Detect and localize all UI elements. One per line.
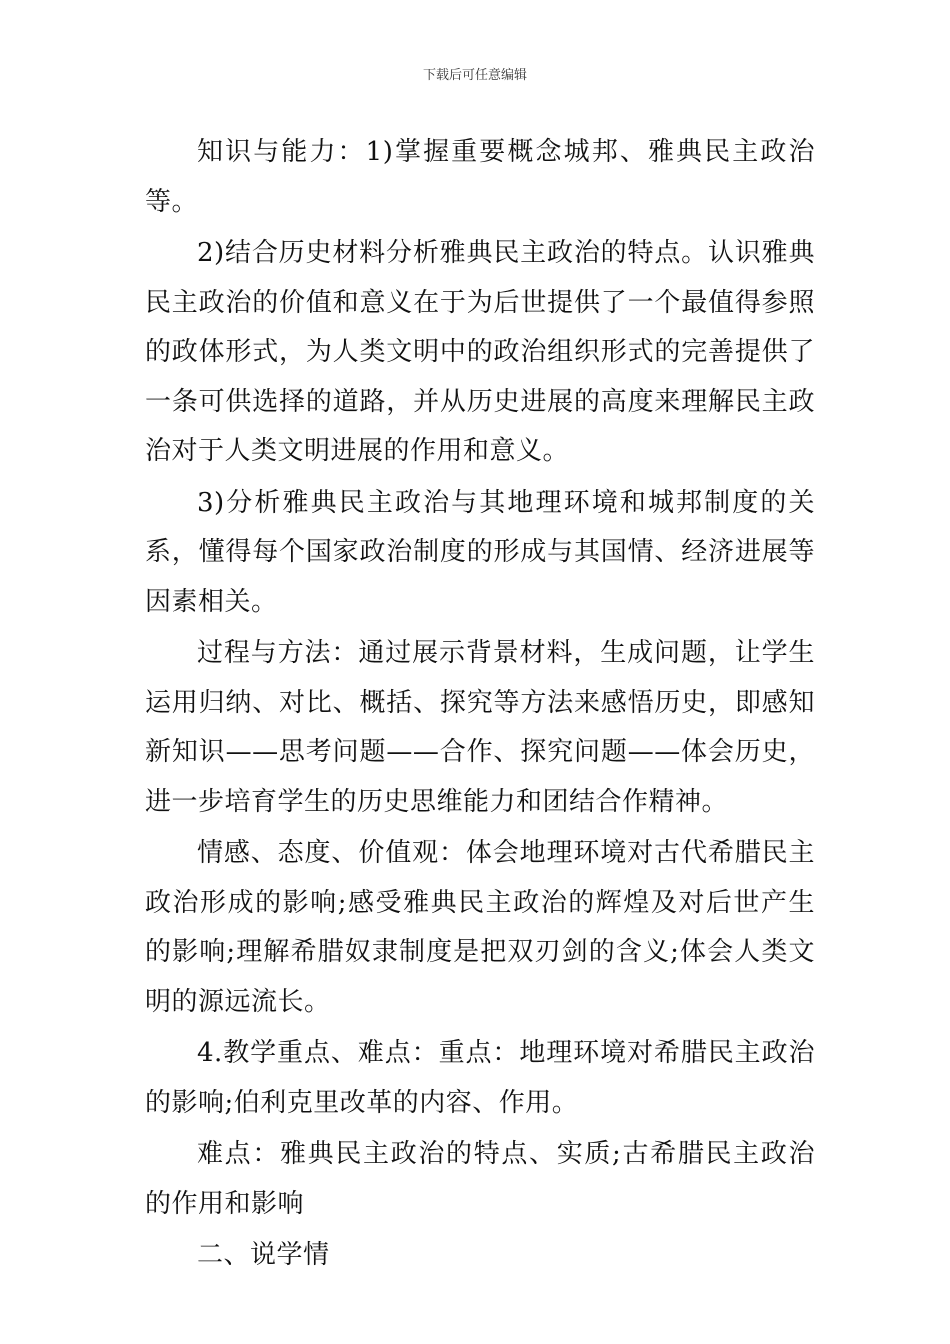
paragraph-knowledge-ability-3: 3)分析雅典民主政治与其地理环境和城邦制度的关系，懂得每个国家政治制度的形成与其国情、经济进展等因素相关。 — [145, 487, 815, 617]
paragraph-knowledge-ability-2: 2)结合历史材料分析雅典民主政治的特点。认识雅典民主政治的价值和意义在于为后世提供了一个最值得参照的政体形式，为人类文明中的政治组织形式的完善提供了一条可供选择的道路，并从历史进展的高度来理解民主政治对于人类文明进展的作用和意义。 — [145, 238, 815, 466]
page-header: 下载后可任意编辑 — [422, 68, 527, 83]
paragraph-key-points: 4.教学重点、难点：重点：地理环境对希腊民主政治的影响;伯利克里改革的内容、作用。 — [145, 1038, 815, 1118]
paragraph-process-method: 过程与方法：通过展示背景材料，生成问题，让学生运用归纳、对比、概括、探究等方法来感悟历史，即感知新知识——思考问题——合作、探究问题——体会历史，进一步培育学生的历史思维能力和团结合作精神。 — [145, 638, 815, 817]
paragraph-difficult-points: 难点：雅典民主政治的特点、实质;古希腊民主政治的作用和影响 — [145, 1139, 815, 1219]
document-body — [145, 128, 815, 1283]
paragraph-knowledge-ability-1: 知识与能力：1)掌握重要概念城邦、雅典民主政治等。 — [145, 137, 815, 217]
paragraph-emotion-values: 情感、态度、价值观：体会地理环境对古代希腊民主政治形成的影响;感受雅典民主政治的辉煌及对后世产生的影响;理解希腊奴隶制度是把双刃剑的含义;体会人类文明的源远流长。 — [145, 838, 815, 1017]
section-heading-student-analysis: 二、说学情 — [197, 1240, 330, 1270]
